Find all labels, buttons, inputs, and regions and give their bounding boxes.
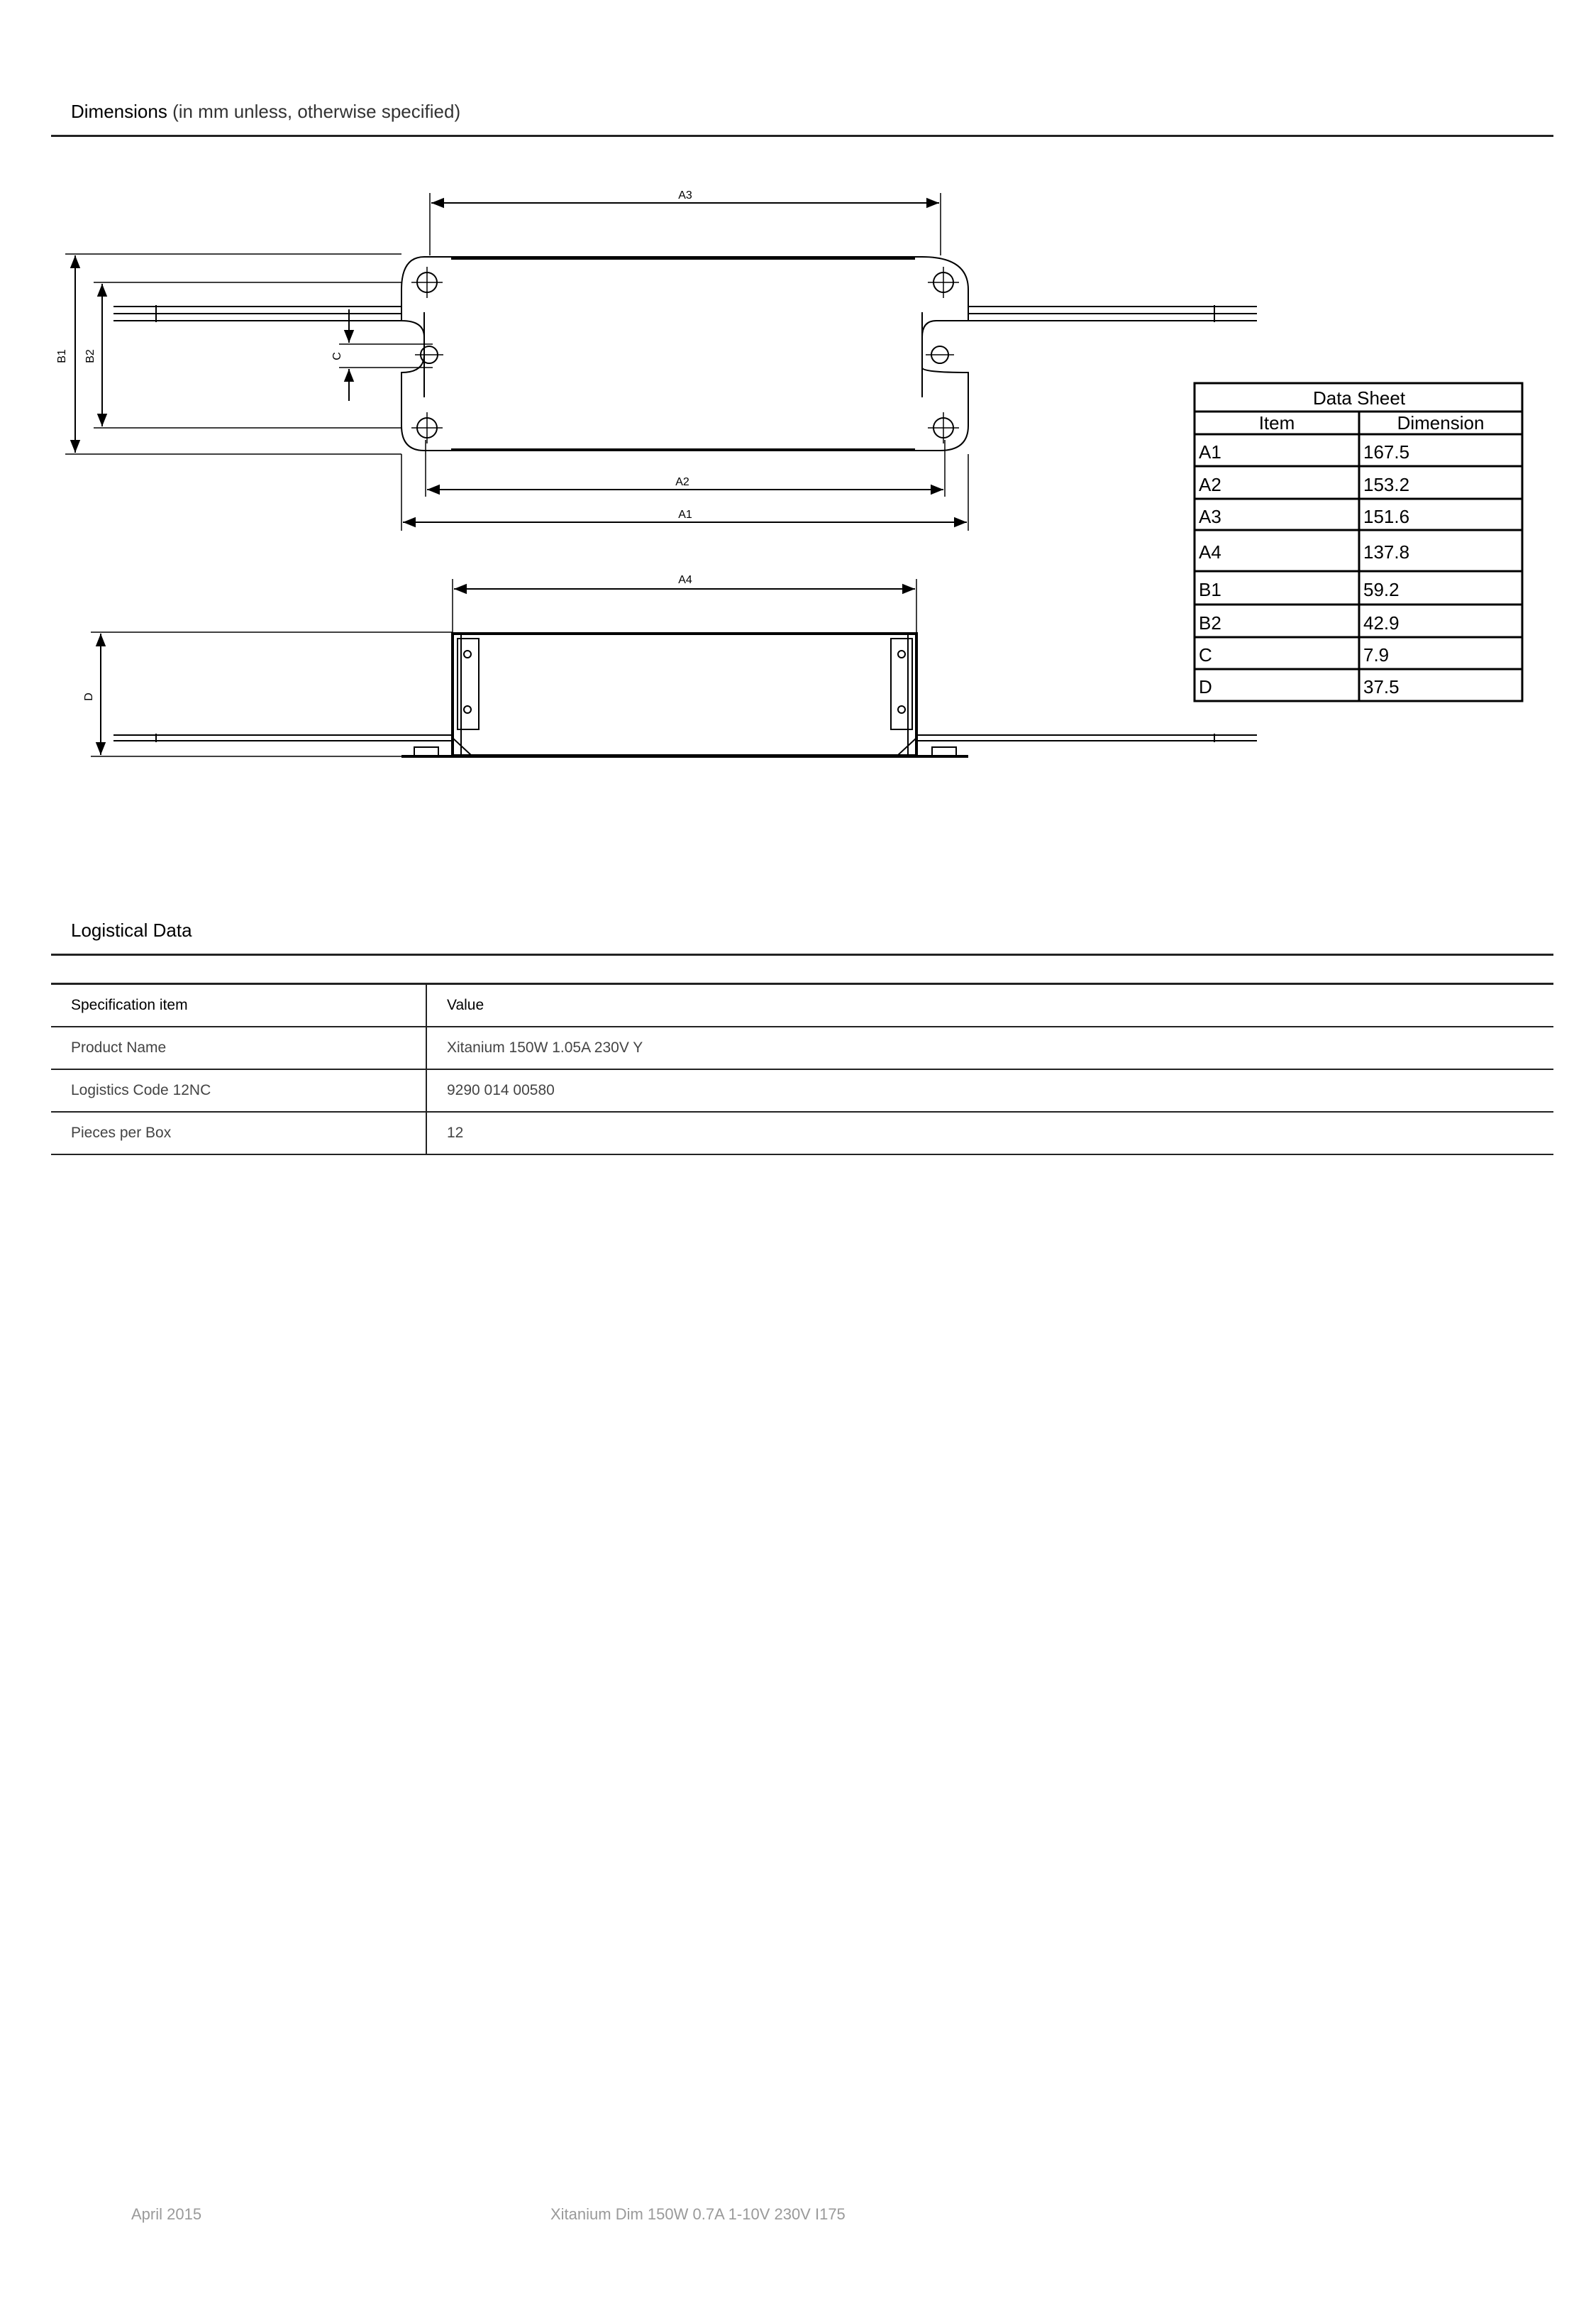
label-c: C <box>331 352 343 360</box>
table-header-row <box>51 984 1553 1027</box>
footer-date: April 2015 <box>131 2205 202 2223</box>
label-d: D <box>83 693 95 701</box>
datasheet-value: 151.6 <box>1363 506 1410 527</box>
datasheet-item: A2 <box>1199 474 1221 495</box>
label-b2: B2 <box>84 349 96 363</box>
housing-side-view <box>453 634 916 756</box>
cables-right-side <box>916 734 1257 742</box>
side-bracket-right <box>891 639 912 729</box>
cables-right-top <box>968 305 1257 322</box>
datasheet-item: C <box>1199 644 1212 666</box>
row-value: Xitanium 150W 1.05A 230V Y <box>426 1027 1553 1069</box>
datasheet-value: 153.2 <box>1363 474 1410 495</box>
label-a4: A4 <box>678 574 692 586</box>
cables-left-top <box>113 305 401 322</box>
column-header-value: Value <box>426 984 1553 1027</box>
logistical-title: Logistical Data <box>71 920 192 941</box>
footer-product: Xitanium Dim 150W 0.7A 1-10V 230V I175 <box>550 2205 846 2223</box>
dimensions-subtitle: (in mm unless, otherwise specified) <box>172 101 461 122</box>
logistical-heading <box>71 920 192 942</box>
datasheet-item: A1 <box>1199 441 1221 463</box>
table-row <box>51 1112 1553 1154</box>
housing-outline-top <box>401 257 968 451</box>
label-a3: A3 <box>678 189 692 202</box>
datasheet-col-dimension: Dimension <box>1397 412 1485 434</box>
row-label: Logistics Code 12NC <box>51 1069 426 1112</box>
datasheet-col-item: Item <box>1258 412 1295 434</box>
datasheet-value: 42.9 <box>1363 612 1400 634</box>
datasheet-value: 59.2 <box>1363 579 1400 600</box>
datasheet-item: B1 <box>1199 579 1221 600</box>
row-label: Pieces per Box <box>51 1112 426 1154</box>
table-row <box>51 1027 1553 1069</box>
table-row <box>51 1069 1553 1112</box>
cables-left-side <box>113 734 453 742</box>
column-header-spec: Specification item <box>51 984 426 1027</box>
logistical-rule <box>51 954 1553 956</box>
datasheet-item: B2 <box>1199 612 1221 634</box>
datasheet-item: A4 <box>1199 541 1221 563</box>
datasheet-value: 167.5 <box>1363 441 1410 463</box>
datasheet-value: 7.9 <box>1363 644 1390 666</box>
label-b1: B1 <box>56 349 68 363</box>
row-value: 12 <box>426 1112 1553 1154</box>
row-label: Product Name <box>51 1027 426 1069</box>
row-value: 9290 014 00580 <box>426 1069 1553 1112</box>
datasheet-value: 137.8 <box>1363 541 1410 563</box>
dimension-drawing <box>0 0 1596 780</box>
label-a1: A1 <box>678 509 692 521</box>
datasheet-title: Data Sheet <box>1312 387 1406 409</box>
datasheet-item: D <box>1199 676 1212 697</box>
datasheet-value: 37.5 <box>1363 676 1400 697</box>
datasheet-item: A3 <box>1199 506 1221 527</box>
label-a2: A2 <box>675 476 689 488</box>
dimensions-title: Dimensions <box>71 101 167 122</box>
logistical-table <box>51 983 1553 1155</box>
